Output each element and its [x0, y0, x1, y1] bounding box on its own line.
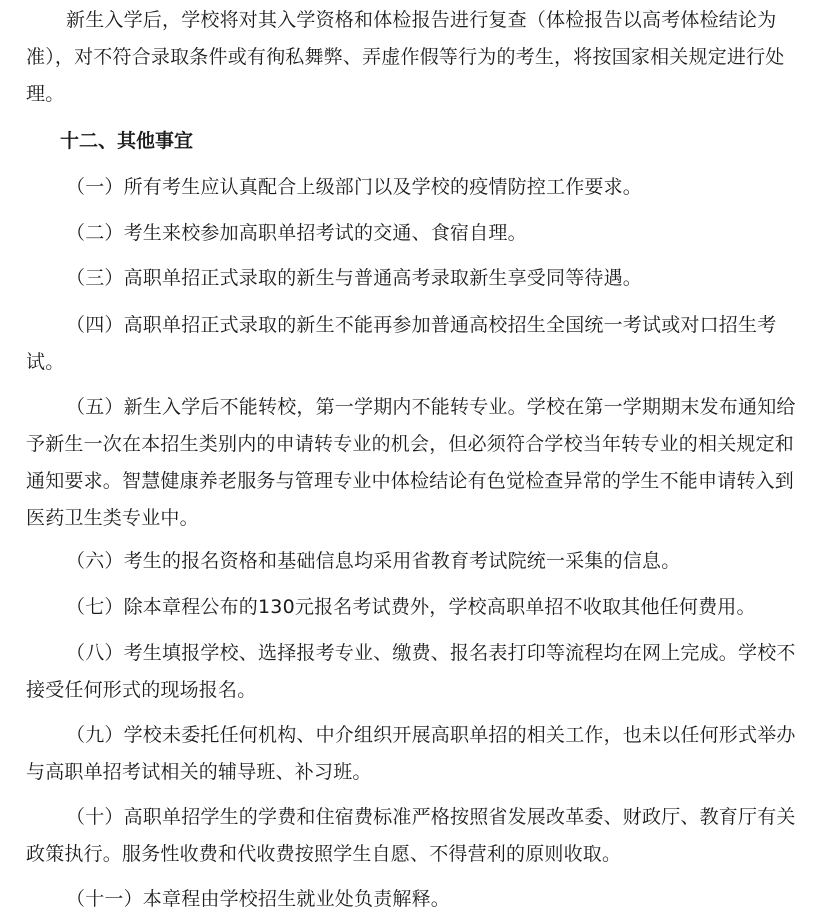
list-item: （五）新生入学后不能转校，第一学期内不能转专业。学校在第一学期期末发布通知给予新生一次在本招生类别内的申请转专业的机会，但必须符合学校当年转专业的相关规定和通知要求。智慧健康养老服务与管理专业中体检结论有色觉检查异常的学生不能申请转入到医药卫生类专业中。	[26, 396, 796, 529]
list-item: （十）高职单招学生的学费和住宿费标准严格按照省发展改革委、财政厅、教育厅有关政策执行。服务性收费和代收费按照学生自愿、不得营利的原则收取。	[26, 806, 796, 865]
list-item: （九）学校未委托任何机构、中介组织开展高职单招的相关工作，也未以任何形式举办与高职单招考试相关的辅导班、补习班。	[26, 724, 796, 783]
list-item: （一）所有考生应认真配合上级部门以及学校的疫情防控工作要求。	[66, 176, 643, 198]
section-heading: 十二、其他事宜	[60, 130, 194, 152]
list-item: （四）高职单招正式录取的新生不能再参加普通高校招生全国统一考试或对口招生考试。	[26, 314, 777, 373]
list-item: （十一）本章程由学校招生就业处负责解释。	[66, 888, 451, 910]
list-item: （六）考生的报名资格和基础信息均采用省教育考试院统一采集的信息。	[66, 550, 681, 572]
list-item: （三）高职单招正式录取的新生与普通高考录取新生享受同等待遇。	[66, 267, 643, 289]
list-item: （八）考生填报学校、选择报考专业、缴费、报名表打印等流程均在网上完成。学校不接受任何形式的现场报名。	[26, 642, 796, 701]
list-item: （七）除本章程公布的130元报名考试费外，学校高职单招不收取其他任何费用。	[66, 596, 756, 618]
intro-paragraph: 新生入学后，学校将对其入学资格和体检报告进行复查（体检报告以高考体检结论为准），对不符合录取条件或有徇私舞弊、弄虚作假等行为的考生，将按国家相关规定进行处理。	[26, 9, 785, 105]
list-item: （二）考生来校参加高职单招考试的交通、食宿自理。	[66, 222, 527, 244]
